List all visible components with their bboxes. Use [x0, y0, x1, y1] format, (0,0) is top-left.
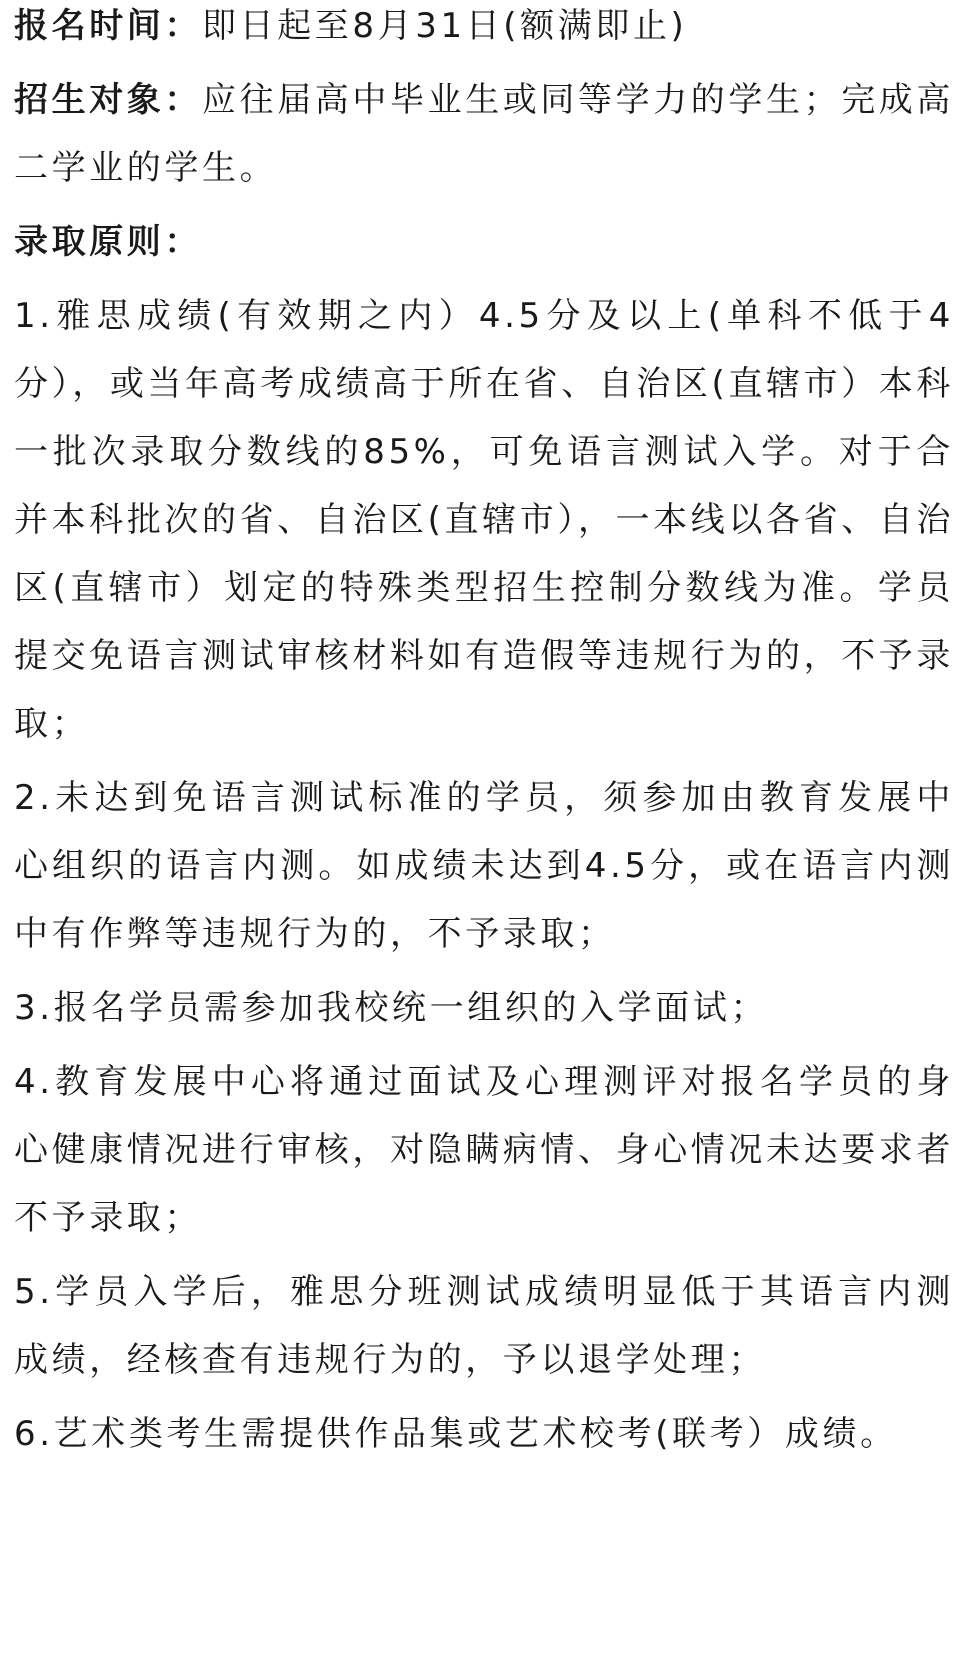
- enrollment-target: [14, 66, 954, 202]
- admission-rule-1: 1.雅思成绩(有效期之内）4.5分及以上(单科不低于4分），或当年高考成绩高于所在省、自治区(直辖市）本科一批次录取分数线的85%，可免语言测试入学。对于合并本科批次的省、自治区(直辖市），一本线以各省、自治区(直辖市）划定的特殊类型招生控制分数线为准。学员提交免语言测试审核材料如有造假等违规行为的，不予录取；: [14, 296, 954, 744]
- admission-rule-6: 6.艺术类考生需提供作品集或艺术校考(联考）成绩。: [14, 1414, 898, 1454]
- admission-rule-4: 4.教育发展中心将通过面试及心理测评对报名学员的身心健康情况进行审核，对隐瞒病情、身心情况未达要求者不予录取；: [14, 1062, 954, 1238]
- registration-time-value: 即日起至8月31日(额满即止): [202, 6, 688, 46]
- registration-time: [14, 0, 954, 60]
- admission-rule-2: 2.未达到免语言测试标准的学员，须参加由教育发展中心组织的语言内测。如成绩未达到4.5分，或在语言内测中有作弊等违规行为的，不予录取；: [14, 778, 954, 954]
- registration-time-label: 报名时间：: [14, 6, 202, 46]
- admission-rule-3: 3.报名学员需参加我校统一组织的入学面试；: [14, 988, 769, 1028]
- enrollment-target-value: 应往届高中毕业生或同等学力的学生；完成高二学业的学生。: [14, 80, 954, 188]
- admission-principles-heading: 录取原则：: [14, 222, 202, 262]
- enrollment-target-label: 招生对象：: [14, 80, 202, 120]
- admission-rule-5: 5.学员入学后，雅思分班测试成绩明显低于其语言内测成绩，经核查有违规行为的，予以退学处理；: [14, 1272, 954, 1380]
